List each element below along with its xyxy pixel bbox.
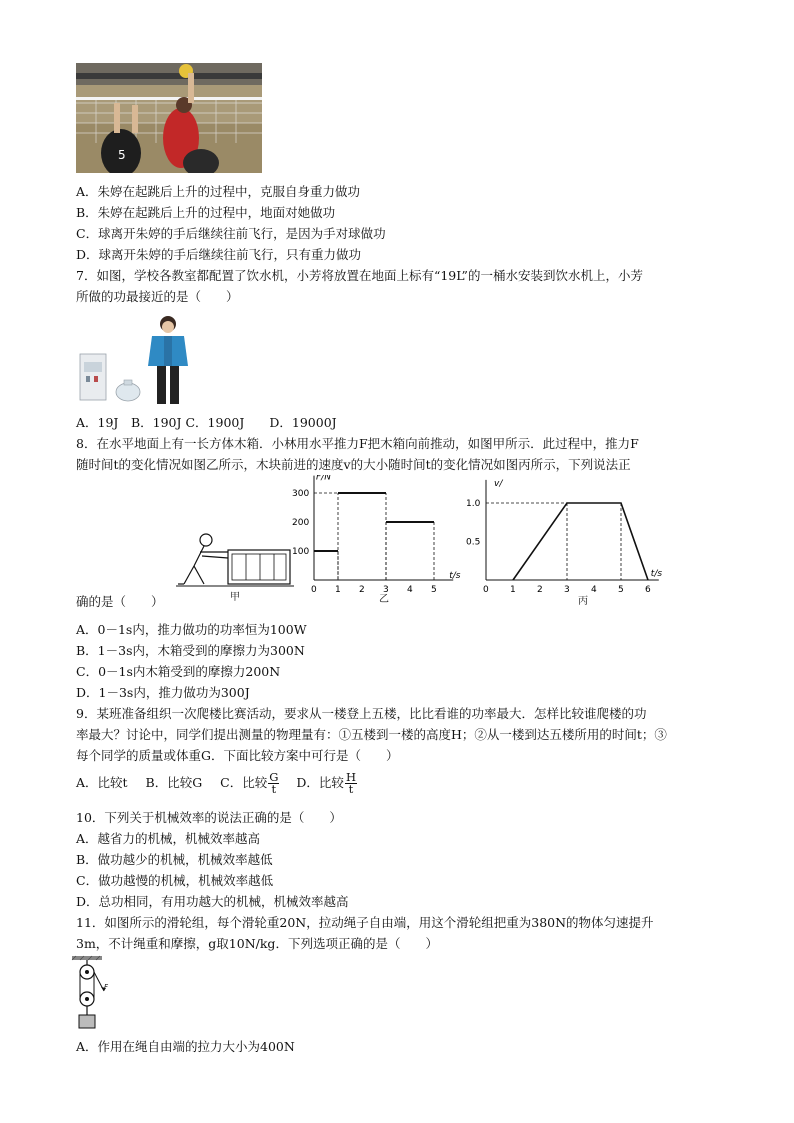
y-tick-label: 0.5 [466, 537, 481, 548]
figure-yi-chart [290, 475, 470, 598]
figure-bing-chart [462, 477, 682, 598]
x-tick-label: 0 [483, 585, 489, 595]
x-axis-label: t/s [650, 569, 663, 579]
q7-stem-line1: 7．如图，学校各教室都配置了饮水机，小芳将放置在地面上标有“19L”的一桶水安装到饮水机上，小芳 [76, 268, 643, 283]
x-axis-label: t/s [449, 571, 461, 581]
svg-text:F: F [104, 983, 109, 991]
q9-option-b: B．比较G [145, 775, 203, 790]
q9-stem-line2: 率最大？讨论中，同学们提出测量的物理量有：①五楼到一楼的高度H；②从一楼到达五楼所用的时间t；③ [76, 727, 667, 742]
q7-options: A．19J B．190J C．1900J D．19000J [76, 415, 337, 430]
q8-option-c: C．0－1s内木箱受到的摩擦力200N [76, 664, 281, 679]
x-tick-label: 5 [431, 585, 437, 595]
x-tick-label: 4 [407, 585, 413, 595]
pulley-system-figure [70, 955, 120, 1033]
y-tick-label: 100 [292, 547, 310, 557]
q6-option-c: C．球离开朱婷的手后继续往前飞行，是因为手对球做功 [76, 226, 386, 241]
q10-option-d: D．总功相同，有用功越大的机械，机械效率越高 [76, 894, 349, 909]
q6-option-b: B．朱婷在起跳后上升的过程中，地面对她做功 [76, 205, 336, 220]
x-tick-label: 4 [591, 585, 597, 595]
svg-text:5: 5 [118, 148, 126, 162]
q9-option-c: C．比较 $\frac{G}{t}$ [220, 770, 279, 796]
q10-option-a: A．越省力的机械，机械效率越高 [76, 831, 261, 846]
q11-stem-line2: 3m，不计绳重和摩擦，g取10N/kg．下列选项正确的是（ ） [76, 936, 438, 951]
fraction-h-over-t: $\frac{H}{t}$ [345, 770, 356, 796]
x-tick-label: 3 [564, 585, 570, 595]
x-tick-label: 2 [537, 585, 543, 595]
velocity-series-line [513, 503, 648, 580]
q6-option-a: A．朱婷在起跳后上升的过程中，克服自身重力做功 [76, 184, 361, 199]
q9-stem-line3: 每个同学的质量或体重G．下面比较方案中可行是（ ） [76, 748, 399, 763]
q8-option-d: D．1－3s内，推力做功为300J [76, 685, 250, 700]
x-tick-label: 6 [645, 585, 651, 595]
x-tick-label: 0 [311, 585, 317, 595]
y-tick-label: 200 [292, 518, 310, 528]
x-tick-label: 5 [618, 585, 624, 595]
y-axis-label: v/ [494, 478, 503, 489]
y-axis-label: F/N [316, 475, 331, 483]
q9-option-d: D．比较 $\frac{H}{t}$ [296, 770, 356, 796]
y-tick-label: 1.0 [466, 499, 481, 509]
q8-option-b: B．1－3s内，木箱受到的摩擦力为300N [76, 643, 305, 658]
x-tick-label: 3 [383, 585, 389, 595]
q10-option-c: C．做功越慢的机械，机械效率越低 [76, 873, 274, 888]
figure-jia-label: 甲 [230, 592, 240, 603]
q6-option-d: D．球离开朱婷的手后继续往前飞行，只有重力做功 [76, 247, 362, 262]
q9-stem-line1: 9．某班准备组织一次爬楼比赛活动，要求从一楼登上五楼，比比看谁的功率最大．怎样比较谁爬楼的功 [76, 706, 647, 721]
q7-stem-line2: 所做的功最接近的是（ ） [76, 289, 239, 304]
q9-options [76, 770, 358, 796]
q11-stem-line1: 11．如图所示的滑轮组，每个滑轮重20N，拉动绳子自由端，用这个滑轮组把重为380N的物体匀速提升 [76, 915, 654, 930]
q8-stem-line3: 确的是（ ） [76, 594, 164, 609]
x-tick-label: 2 [359, 585, 365, 595]
y-tick-label: 300 [292, 489, 310, 499]
fraction-g-over-t: $\frac{G}{t}$ [269, 770, 279, 796]
x-tick-label: 1 [335, 585, 341, 595]
q8-stem-line2: 随时间t的变化情况如图乙所示，木块前进的速度v的大小随时间t的变化情况如图丙所示，下列说法正 [76, 457, 631, 472]
q9-option-a: A．比较t [76, 775, 128, 790]
student-figure [142, 314, 194, 408]
q10-stem: 10．下列关于机械效率的说法正确的是（ ） [76, 810, 342, 825]
q8-option-a: A．0－1s内，推力做功的功率恒为100W [76, 622, 307, 637]
volleyball-photo [76, 63, 262, 173]
figure-bing-label: 丙 [578, 596, 588, 607]
q11-option-a: A．作用在绳自由端的拉力大小为400N [76, 1039, 295, 1054]
figure-yi-label: 乙 [379, 594, 389, 605]
q8-stem-line1: 8．在水平地面上有一长方体木箱．小林用水平推力F把木箱向前推动，如图甲所示．此过程中，推力F [76, 436, 639, 451]
x-tick-label: 1 [510, 585, 516, 595]
q10-option-b: B．做功越少的机械，机械效率越低 [76, 852, 273, 867]
